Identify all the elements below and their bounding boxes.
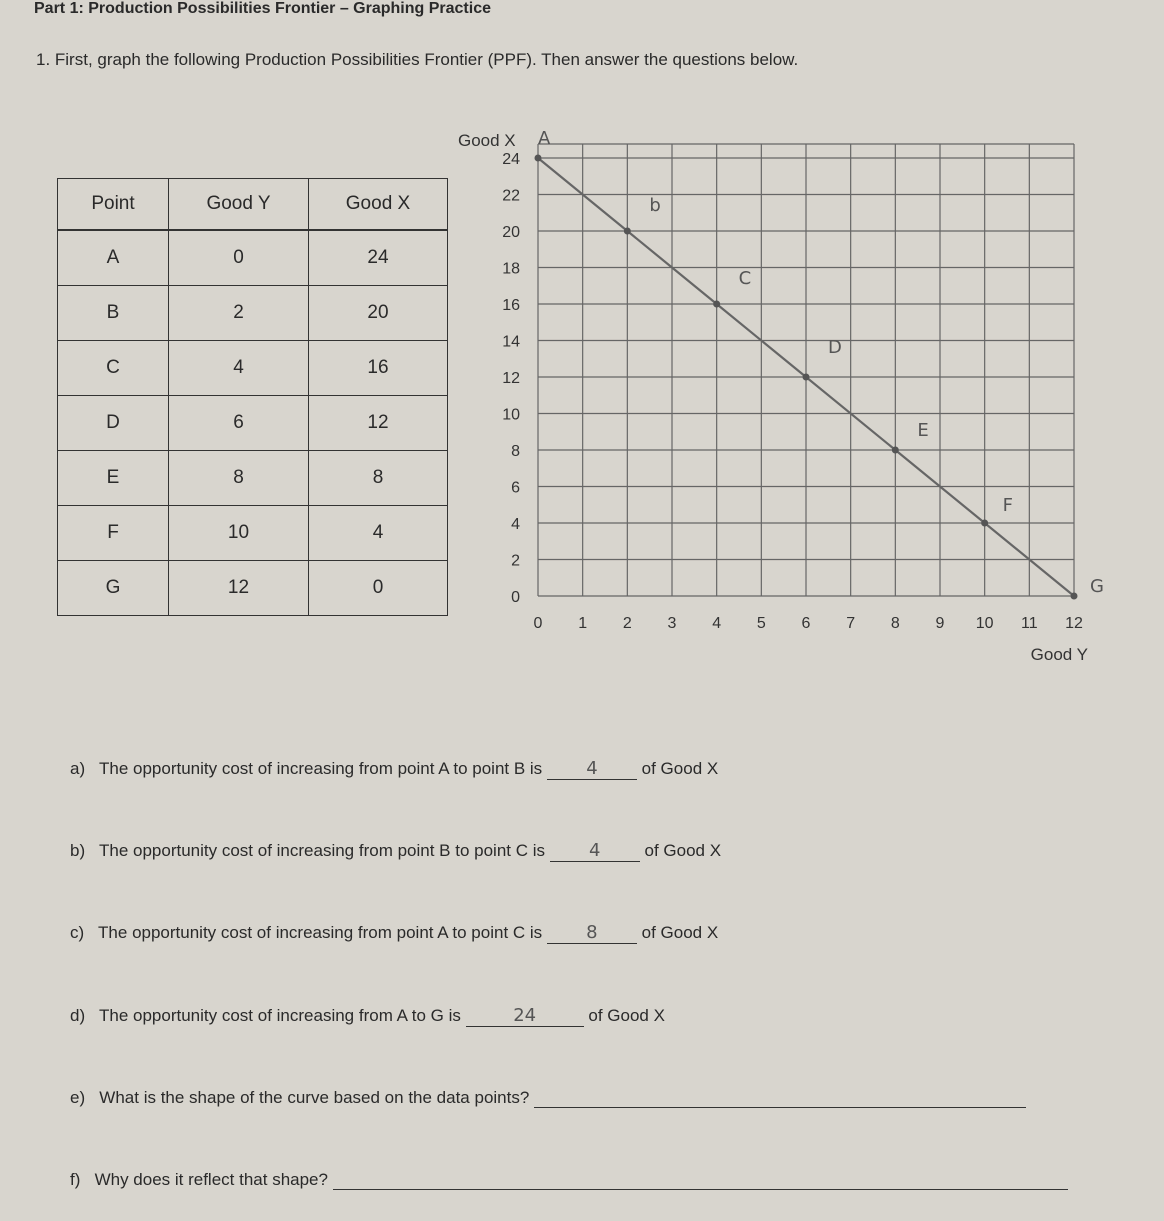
y-tick-label: 14: [502, 333, 520, 351]
instruction: 1. First, graph the following Production Possibilities Frontier (PPF). Then answer the questions below.: [36, 50, 799, 69]
question-text: Why does it reflect that shape?: [94, 1170, 328, 1189]
data-point: [535, 155, 542, 162]
cell: 4: [169, 341, 309, 396]
col-good-y: Good Y: [169, 179, 309, 231]
cell: 8: [169, 451, 309, 506]
x-tick-label: 11: [1021, 615, 1038, 632]
y-axis-label: Good X: [458, 131, 516, 150]
question-b: [70, 840, 721, 862]
cell: 24: [309, 230, 448, 286]
question-a: [70, 758, 718, 780]
x-tick-label: 1: [578, 615, 588, 632]
x-tick-label: 6: [801, 615, 811, 632]
data-point: [981, 520, 988, 527]
data-point: [803, 374, 810, 381]
cell: 12: [169, 561, 309, 616]
answer-blank[interactable]: 24: [466, 1005, 584, 1027]
data-point: [624, 228, 631, 235]
y-tick-label: 18: [502, 260, 520, 278]
x-tick-label: 2: [622, 615, 632, 632]
y-tick-label: 2: [511, 552, 520, 570]
point-label: G: [1090, 576, 1104, 597]
x-tick-label: 9: [935, 615, 945, 632]
x-tick-label: 12: [1065, 615, 1083, 632]
question-suffix: of Good X: [641, 759, 719, 778]
question-label: c): [70, 923, 85, 942]
y-tick-label: 20: [502, 224, 520, 241]
cell: E: [58, 451, 169, 506]
data-point: [892, 447, 899, 454]
y-tick-label: 4: [511, 516, 520, 533]
answer-blank[interactable]: 4: [550, 840, 640, 862]
y-tick-label: 10: [502, 406, 520, 424]
x-tick-label: 0: [533, 615, 543, 632]
x-tick-label: 5: [756, 615, 766, 632]
x-tick-label: 8: [890, 615, 900, 632]
question-e: [70, 1088, 1026, 1108]
question-suffix: of Good X: [641, 923, 719, 942]
x-tick-label: 10: [975, 615, 994, 632]
question-suffix: of Good X: [588, 1006, 665, 1025]
x-tick-label: 7: [846, 615, 856, 632]
cell: 16: [309, 341, 448, 396]
cell: C: [58, 341, 169, 396]
cell: 8: [309, 451, 448, 506]
answer-line[interactable]: [534, 1093, 1026, 1108]
point-label: A: [538, 128, 551, 149]
cell: 6: [169, 396, 309, 451]
worksheet-title: Part 1: Production Possibilities Frontier – Graphing Practice: [34, 0, 491, 17]
y-tick-label: 22: [502, 187, 520, 205]
point-label: b: [649, 195, 661, 216]
x-axis-label: Good Y: [1030, 645, 1088, 664]
cell: F: [58, 506, 169, 561]
point-label: C: [738, 268, 752, 289]
answer-blank[interactable]: 8: [547, 922, 637, 944]
point-label: F: [1002, 495, 1014, 516]
answer-line[interactable]: [333, 1175, 1068, 1190]
cell: 10: [169, 506, 309, 561]
x-tick-label: 3: [667, 615, 677, 632]
question-label: a): [70, 759, 86, 778]
y-tick-label: 8: [511, 443, 520, 460]
question-c: [70, 922, 718, 944]
col-point: Point: [58, 179, 169, 231]
x-tick-label: 4: [712, 615, 722, 632]
data-point: [713, 301, 720, 308]
question-text: The opportunity cost of increasing from point A to point B is: [99, 759, 543, 778]
question-text: The opportunity cost of increasing from point B to point C is: [99, 841, 546, 860]
cell: 4: [309, 506, 448, 561]
y-tick-label: 24: [502, 151, 520, 168]
question-text: What is the shape of the curve based on the data points?: [99, 1088, 530, 1107]
question-text: The opportunity cost of increasing from A to G is: [99, 1006, 461, 1025]
answer-blank[interactable]: 4: [547, 758, 637, 780]
cell: 0: [169, 230, 309, 286]
cell: B: [58, 286, 169, 341]
question-label: d): [70, 1006, 86, 1025]
cell: 12: [309, 396, 448, 451]
cell: 20: [309, 286, 448, 341]
y-tick-label: 6: [511, 479, 520, 497]
cell: D: [58, 396, 169, 451]
question-text: The opportunity cost of increasing from point A to point C is: [98, 923, 543, 942]
question-suffix: of Good X: [644, 841, 722, 860]
cell: A: [58, 230, 169, 286]
point-label: D: [828, 337, 842, 358]
question-d: [70, 1005, 665, 1027]
cell: 0: [309, 561, 448, 616]
question-label: f): [70, 1170, 81, 1189]
cell: G: [58, 561, 169, 616]
y-tick-label: 16: [502, 297, 520, 314]
question-label: e): [70, 1088, 86, 1107]
data-point: [1071, 593, 1078, 600]
col-good-x: Good X: [309, 179, 448, 231]
y-tick-label: 12: [502, 370, 520, 387]
question-f: [70, 1170, 1068, 1190]
question-label: b): [70, 841, 86, 860]
y-tick-label: 0: [511, 589, 520, 606]
point-label: E: [917, 420, 929, 441]
cell: 2: [169, 286, 309, 341]
